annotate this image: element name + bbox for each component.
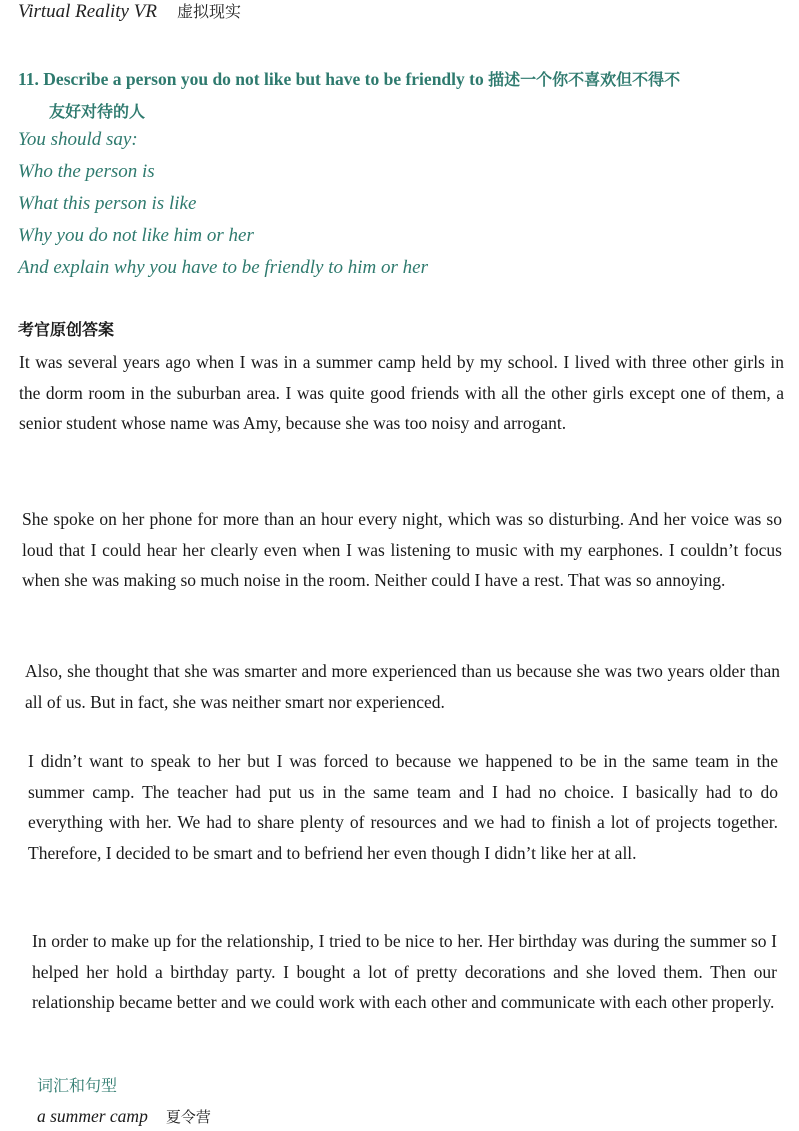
prompt-line: What this person is like [18,193,197,214]
prompt-line: Why you do not like him or her [18,225,254,246]
vocabulary-term-en: a summer camp [37,1106,148,1126]
cue-card-prompts [18,124,428,284]
answer-paragraph: In order to make up for the relationship, I tried to be nice to her. Her birthday was during the summer so I helped her hold a birthday party. I bought a lot of pretty decorations and she loved them. Then our relationship became better and we could work with each other and communicate with each other properly. [32,931,777,1012]
question-heading [18,63,788,128]
vocabulary-title: 词汇和句型 [37,1076,118,1095]
question-text-zh-part1: 描述一个你不喜欢但不得不 [488,70,681,89]
prompt-line: Who the person is [18,161,155,182]
header-title-en: Virtual Reality VR [18,1,157,22]
answer-title: 考官原创答案 [18,320,115,339]
prompt-line: And explain why you have to be friendly to him or her [18,257,428,278]
vocabulary-term-zh: 夏令营 [165,1108,211,1126]
header-title-zh: 虚拟现实 [176,2,241,21]
answer-paragraph: She spoke on her phone for more than an hour every night, which was so disturbing. And her voice was so loud that I could hear her clearly even when I was listening to music with my earphones. I couldn’t focus when she was making so much noise in the room. Neither could I have a rest. That was so annoying. [22,509,782,590]
answer-paragraph: It was several years ago when I was in a summer camp held by my school. I lived with three other girls in the dorm room in the suburban area. I was quite good friends with all the other girls except one of them, a senior student whose name was Amy, because she was too noisy and arrogant. [19,352,784,433]
question-text-en: Describe a person you do not like but have to be friendly to [43,69,484,89]
answer-paragraph: Also, she thought that she was smarter and more experienced than us because she was two years older than all of us. But in fact, she was neither smart nor experienced. [25,661,780,712]
answer-paragraph: I didn’t want to speak to her but I was forced to because we happened to be in the same team in the summer camp. The teacher had put us in the same team and I had no choice. I basically had to do everything with her. We had to share plenty of resources and we had to finish a lot of projects together. Therefore, I decided to be smart and to befriend her even though I didn’t like her at all. [28,751,778,863]
question-text-zh-part2: 友好对待的人 [49,102,146,121]
prompt-line: You should say: [18,129,138,150]
running-header [18,0,241,24]
vocabulary-item [37,1104,211,1129]
question-number: 11. [18,69,39,89]
